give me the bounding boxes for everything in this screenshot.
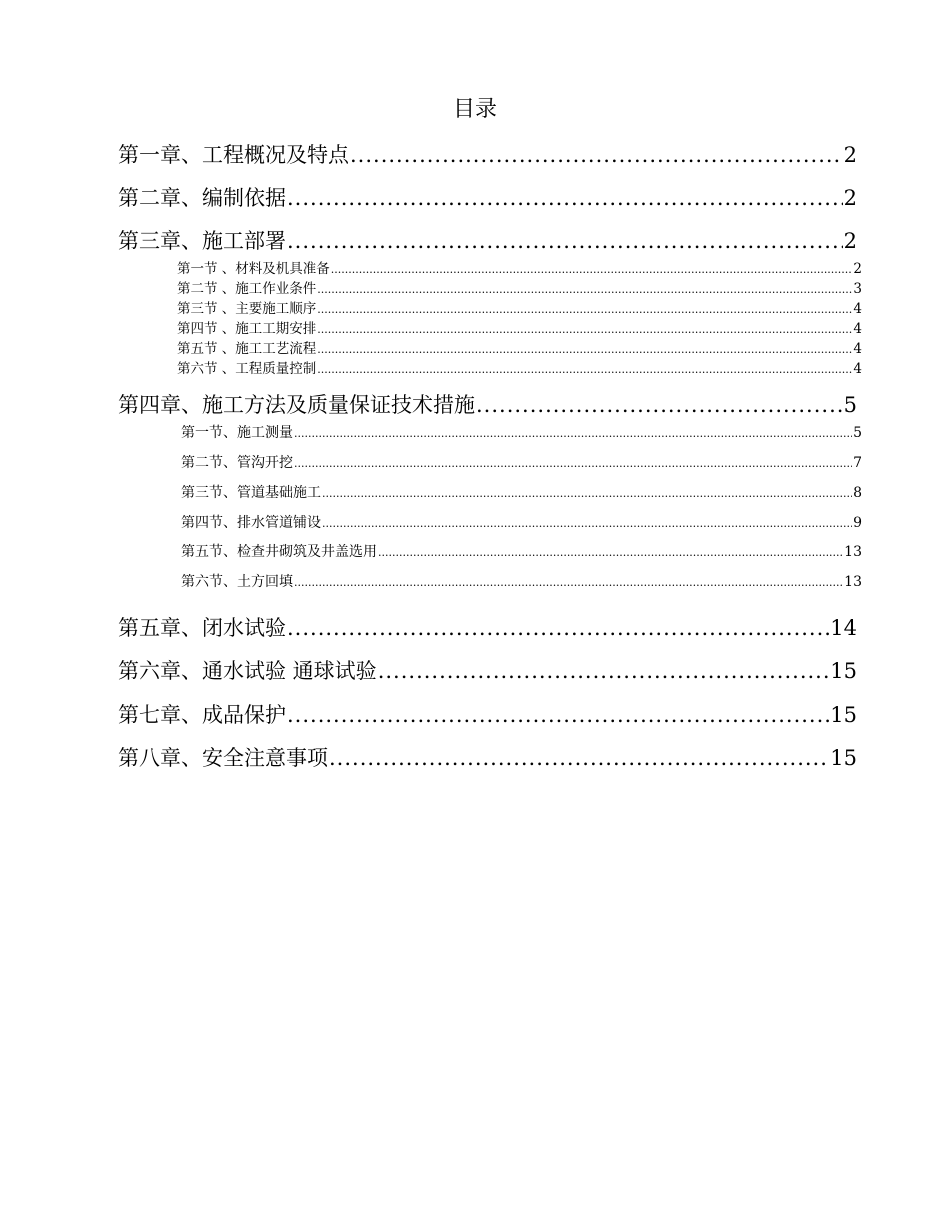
toc-leader-dots — [322, 514, 852, 533]
toc-entry-label: 第四节、排水管道铺设 — [181, 515, 321, 531]
toc-entry-label: 第三章、施工部署 — [118, 229, 286, 253]
toc-entry-page: 5 — [853, 425, 862, 441]
toc-entry-section-3-2[interactable] — [177, 280, 862, 298]
toc-entry-label: 第一节、施工测量 — [181, 425, 293, 441]
toc-leader-dots — [378, 543, 843, 562]
toc-entry-label: 第四章、施工方法及质量保证技术措施 — [118, 393, 475, 417]
toc-leader-dots — [317, 361, 852, 378]
toc-entry-page: 3 — [853, 281, 862, 297]
toc-entry-label: 第三节、管道基础施工 — [181, 485, 321, 501]
toc-entry-label: 第三节 、主要施工顺序 — [177, 301, 317, 317]
toc-leader-dots — [294, 424, 852, 443]
toc-entry-chapter-2[interactable] — [118, 184, 857, 212]
toc-entry-page: 15 — [830, 703, 857, 727]
toc-entry-section-4-2[interactable] — [181, 453, 862, 473]
toc-leader-dots — [287, 227, 843, 255]
toc-entry-page: 2 — [843, 143, 857, 167]
toc-entry-page: 4 — [853, 361, 862, 377]
toc-title: 目录 — [452, 97, 497, 122]
toc-entry-chapter-4[interactable] — [118, 391, 857, 419]
toc-leader-dots — [287, 614, 829, 642]
toc-entry-section-3-1[interactable] — [177, 260, 862, 278]
toc-entry-page: 4 — [853, 301, 862, 317]
toc-entry-label: 第一章、工程概况及特点 — [118, 143, 349, 167]
toc-entry-label: 第四节 、施工工期安排 — [177, 321, 317, 337]
toc-entry-chapter-5[interactable] — [118, 614, 857, 642]
toc-leader-dots — [294, 454, 852, 473]
toc-entry-page: 7 — [853, 455, 862, 471]
toc-entry-section-4-4[interactable] — [181, 513, 862, 533]
toc-entry-label: 第二章、编制依据 — [118, 186, 286, 210]
toc-entry-section-4-3[interactable] — [181, 483, 862, 503]
toc-entry-page: 8 — [853, 485, 862, 501]
toc-leader-dots — [317, 301, 852, 318]
toc-leader-dots — [331, 261, 853, 278]
toc-leader-dots — [287, 184, 843, 212]
toc-leader-dots — [329, 744, 829, 772]
toc-entry-label: 第八章、安全注意事项 — [118, 746, 328, 770]
toc-entry-page: 14 — [830, 616, 857, 640]
toc-entry-page: 2 — [853, 261, 862, 277]
toc-entry-section-4-6[interactable] — [181, 572, 862, 592]
toc-entry-section-4-1[interactable] — [181, 423, 862, 443]
toc-leader-dots — [317, 281, 852, 298]
toc-entry-page: 4 — [853, 321, 862, 337]
toc-entry-page: 5 — [843, 393, 857, 417]
toc-entry-label: 第七章、成品保护 — [118, 703, 286, 727]
toc-entry-label: 第六节 、工程质量控制 — [177, 361, 317, 377]
toc-entry-label: 第五节 、施工工艺流程 — [177, 341, 317, 357]
toc-entry-chapter-3[interactable] — [118, 227, 857, 255]
toc-entry-chapter-7[interactable] — [118, 701, 857, 729]
toc-entry-label: 第一节 、材料及机具准备 — [177, 261, 330, 277]
toc-leader-dots — [294, 573, 843, 592]
toc-entry-chapter-1[interactable] — [118, 141, 857, 169]
toc-leader-dots — [317, 341, 852, 358]
toc-entry-label: 第六章、通水试验 通球试验 — [118, 659, 377, 683]
toc-entry-section-4-5[interactable] — [181, 542, 862, 562]
toc-entry-label: 第五节、检查井砌筑及井盖选用 — [181, 544, 377, 560]
toc-entry-label: 第二节 、施工作业条件 — [177, 281, 317, 297]
toc-entry-page: 2 — [843, 186, 857, 210]
toc-entry-page: 2 — [843, 229, 857, 253]
toc-entry-section-3-3[interactable] — [177, 300, 862, 318]
toc-leader-dots — [287, 701, 829, 729]
toc-leader-dots — [350, 141, 843, 169]
toc-entry-page: 9 — [853, 515, 862, 531]
toc-entry-page: 13 — [844, 574, 862, 590]
toc-leader-dots — [378, 657, 830, 685]
toc-entry-section-3-6[interactable] — [177, 360, 862, 378]
toc-entry-page: 15 — [830, 659, 857, 683]
toc-leader-dots — [317, 321, 852, 338]
toc-entry-page: 4 — [853, 341, 862, 357]
toc-entry-label: 第六节、土方回填 — [181, 574, 293, 590]
toc-entry-chapter-6[interactable] — [118, 657, 857, 685]
toc-entry-section-3-4[interactable] — [177, 320, 862, 338]
toc-entry-chapter-8[interactable] — [118, 744, 857, 772]
toc-entry-label: 第二节、管沟开挖 — [181, 455, 293, 471]
toc-leader-dots — [322, 484, 852, 503]
toc-entry-page: 13 — [844, 544, 862, 560]
toc-entry-label: 第五章、闭水试验 — [118, 616, 286, 640]
toc-leader-dots — [476, 391, 843, 419]
toc-entry-page: 15 — [830, 746, 857, 770]
toc-entry-section-3-5[interactable] — [177, 340, 862, 358]
